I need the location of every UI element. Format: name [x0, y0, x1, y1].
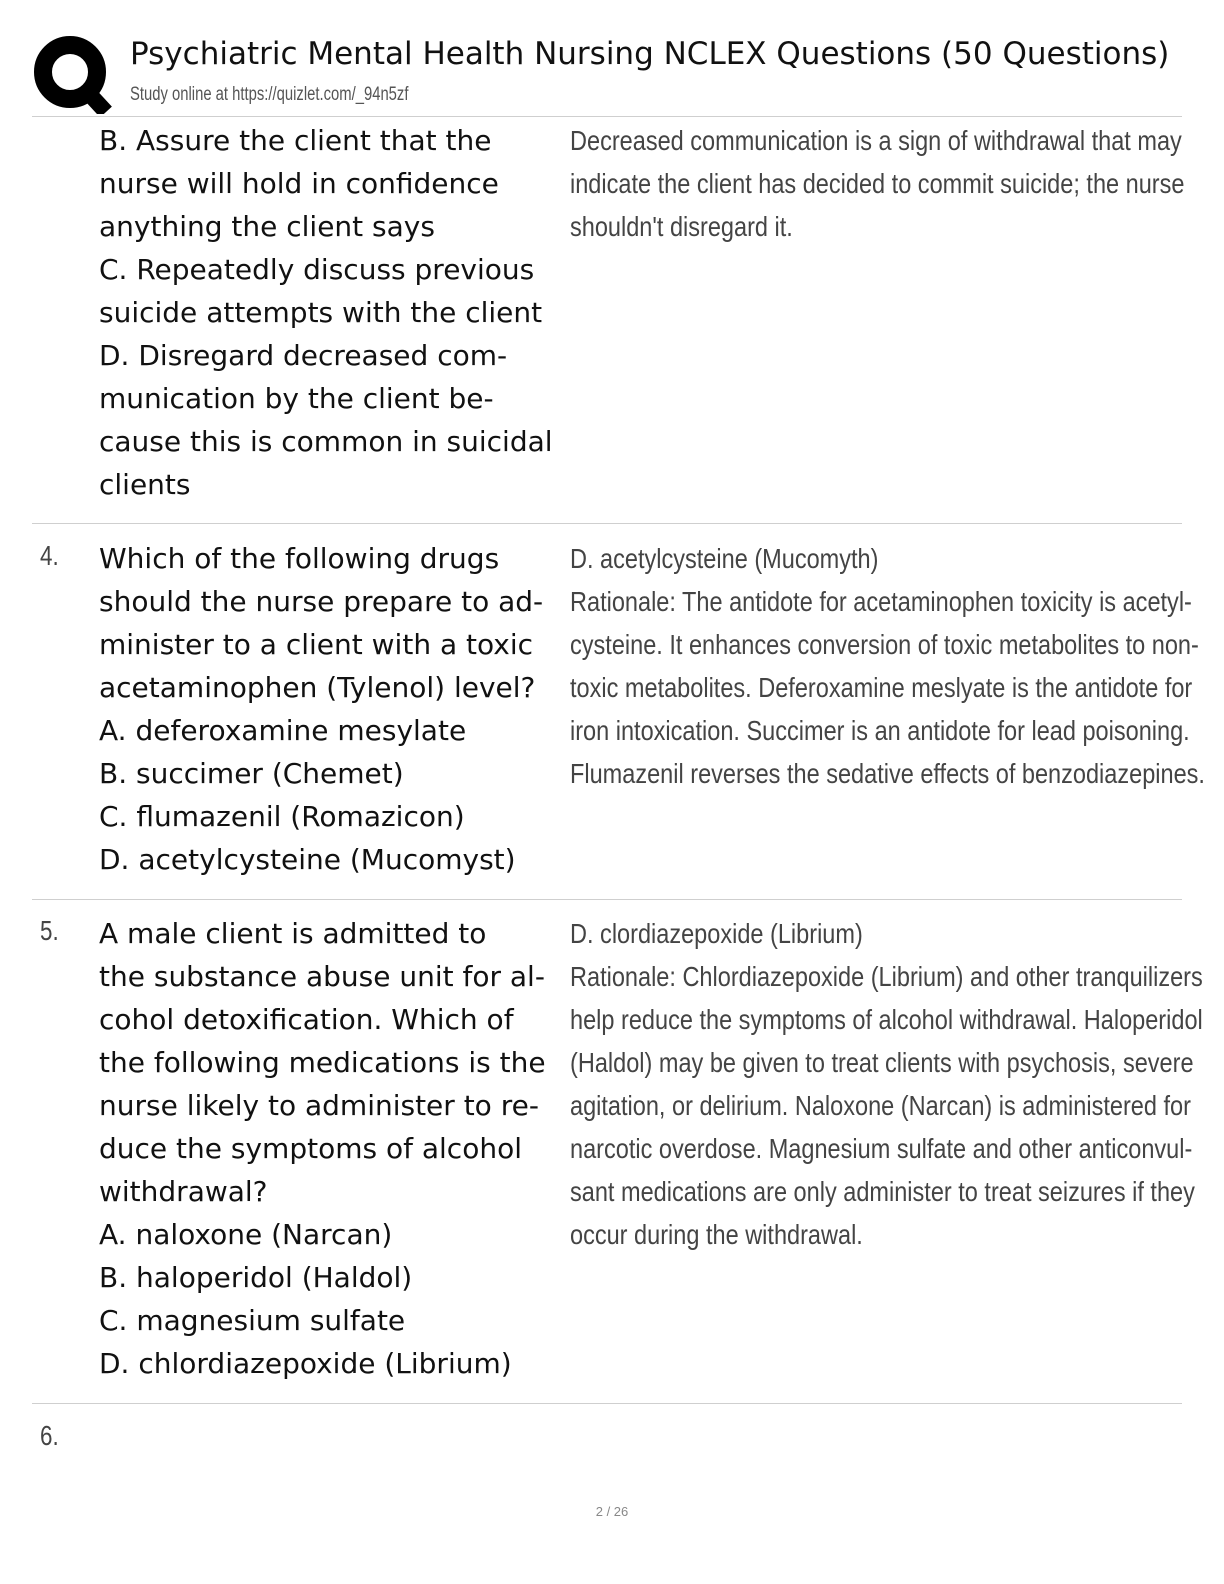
question-line: munication by the client be-: [99, 382, 494, 415]
question-line: B. haloperidol (Haldol): [99, 1261, 413, 1294]
question-number: 6.: [40, 1420, 59, 1451]
answer-line: D. acetylcysteine (Mucomyth): [570, 543, 879, 574]
quizlet-logo-icon: [32, 34, 112, 114]
card-question: [99, 119, 569, 506]
answer-line: Rationale: The antidote for acetaminophen toxicity is acetyl-: [570, 586, 1192, 617]
card-divider: [32, 523, 1182, 524]
question-line: should the nurse prepare to ad-: [99, 585, 544, 618]
card-divider: [32, 899, 1182, 900]
answer-line: D. clordiazepoxide (Librium): [570, 918, 863, 949]
question-line: cause this is common in suicidal: [99, 425, 553, 458]
question-line: the substance abuse unit for al-: [99, 960, 545, 993]
question-line: the following medications is the: [99, 1046, 546, 1079]
question-line: minister to a client with a toxic: [99, 628, 534, 661]
question-line: clients: [99, 468, 191, 501]
card-answer: [570, 119, 1185, 248]
card-answer: [570, 537, 1205, 795]
answer-line: occur during the withdrawal.: [570, 1219, 863, 1250]
answer-line: help reduce the symptoms of alcohol withdrawal. Haloperidol: [570, 1004, 1203, 1035]
question-line: A. deferoxamine mesylate: [99, 714, 467, 747]
question-line: D. Disregard decreased com-: [99, 339, 508, 372]
answer-line: sant medications are only administer to treat seizures if they: [570, 1176, 1195, 1207]
question-line: withdrawal?: [99, 1175, 268, 1208]
question-line: suicide attempts with the client: [99, 296, 543, 329]
question-line: A male client is admitted to: [99, 917, 487, 950]
study-online-link[interactable]: Study online at https://quizlet.com/_94n5zf: [130, 84, 409, 105]
card-question: [99, 537, 569, 881]
answer-line: narcotic overdose. Magnesium sulfate and other anticonvul-: [570, 1133, 1193, 1164]
answer-line: cysteine. It enhances conversion of toxic metabolites to non-: [570, 629, 1199, 660]
page-indicator: 2 / 26: [595, 1504, 629, 1519]
question-number: 4.: [40, 540, 59, 571]
question-line: cohol detoxification. Which of: [99, 1003, 514, 1036]
question-line: A. naloxone (Narcan): [99, 1218, 393, 1251]
question-line: nurse likely to administer to re-: [99, 1089, 539, 1122]
question-line: B. succimer (Chemet): [99, 757, 404, 790]
answer-line: shouldn't disregard it.: [570, 211, 793, 242]
question-line: nurse will hold in confidence: [99, 167, 499, 200]
answer-line: Flumazenil reverses the sedative effects of benzodiazepines.: [570, 758, 1205, 789]
question-line: C. flumazenil (Romazicon): [99, 800, 465, 833]
question-line: anything the client says: [99, 210, 435, 243]
answer-line: Rationale: Chlordiazepoxide (Librium) and other tranquilizers: [570, 961, 1203, 992]
question-line: D. acetylcysteine (Mucomyst): [99, 843, 516, 876]
question-line: acetaminophen (Tylenol) level?: [99, 671, 536, 704]
answer-line: indicate the client has decided to commit suicide; the nurse: [570, 168, 1185, 199]
question-line: Which of the following drugs: [99, 542, 500, 575]
question-line: C. Repeatedly discuss previous: [99, 253, 535, 286]
page-title: Psychiatric Mental Health Nursing NCLEX Questions (50 Questions): [130, 36, 1170, 72]
question-line: duce the symptoms of alcohol: [99, 1132, 522, 1165]
card-divider: [32, 1403, 1182, 1404]
question-line: B. Assure the client that the: [99, 124, 492, 157]
answer-line: Decreased communication is a sign of withdrawal that may: [570, 125, 1182, 156]
answer-line: agitation, or delirium. Naloxone (Narcan) is administered for: [570, 1090, 1191, 1121]
question-line: C. magnesium sulfate: [99, 1304, 406, 1337]
card-answer: [570, 912, 1203, 1256]
question-number: 5.: [40, 915, 59, 946]
question-line: D. chlordiazepoxide (Librium): [99, 1347, 512, 1380]
answer-line: (Haldol) may be given to treat clients with psychosis, severe: [570, 1047, 1194, 1078]
header-divider: [32, 116, 1182, 117]
answer-line: toxic metabolites. Deferoxamine meslyate is the antidote for: [570, 672, 1193, 703]
card-question: [99, 912, 569, 1385]
answer-line: iron intoxication. Succimer is an antidote for lead poisoning.: [570, 715, 1190, 746]
